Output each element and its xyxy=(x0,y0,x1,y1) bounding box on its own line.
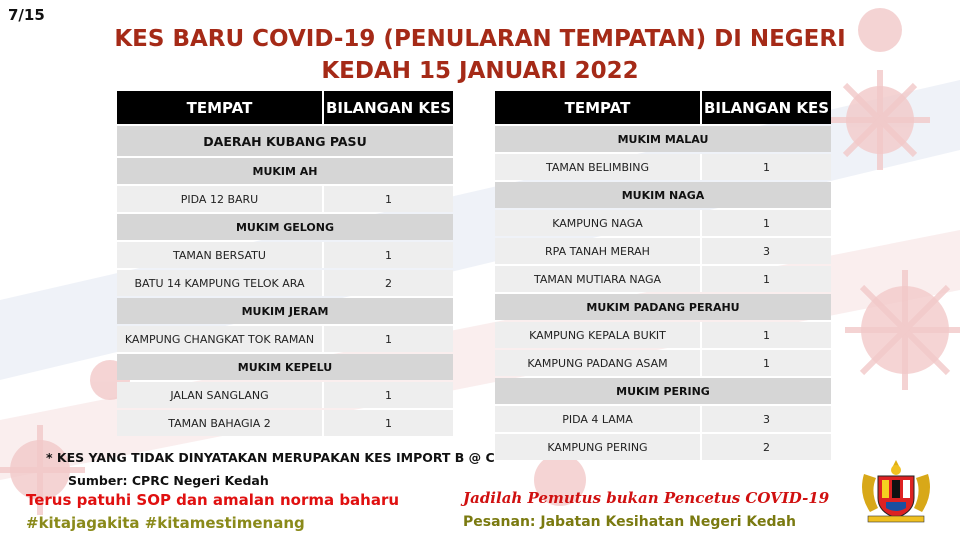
table-row xyxy=(117,410,453,436)
import-note: * KES YANG TIDAK DINYATAKAN MERUPAKAN KES IMPORT B @ C xyxy=(46,450,495,465)
count-cell: 1 xyxy=(702,210,831,236)
column-header-count: BILANGAN KES xyxy=(702,91,831,124)
table-row xyxy=(495,238,831,264)
count-cell: 1 xyxy=(702,266,831,292)
mukim-label: MUKIM PERING xyxy=(495,378,831,404)
count-cell: 1 xyxy=(324,326,453,352)
mukim-header-row xyxy=(495,378,831,404)
cases-table-right xyxy=(495,89,831,462)
table-row xyxy=(117,186,453,212)
count-cell: 2 xyxy=(324,270,453,296)
pesanan-text: Pesanan: Jabatan Kesihatan Negeri Kedah xyxy=(463,514,796,530)
count-cell: 1 xyxy=(324,410,453,436)
count-cell: 1 xyxy=(324,242,453,268)
source-text: Sumber: CPRC Negeri Kedah xyxy=(68,473,269,488)
table-row xyxy=(117,242,453,268)
mukim-label: MUKIM MALAU xyxy=(495,126,831,152)
column-header-place: TEMPAT xyxy=(117,91,324,124)
count-cell: 1 xyxy=(702,322,831,348)
count-cell: 1 xyxy=(702,154,831,180)
mukim-header-row xyxy=(495,182,831,208)
place-cell: TAMAN BELIMBING xyxy=(495,154,702,180)
place-cell: TAMAN BERSATU xyxy=(117,242,324,268)
table-row xyxy=(117,382,453,408)
hashtags: #kitajagakita #kitamestimenang xyxy=(26,514,305,532)
table-row xyxy=(117,270,453,296)
place-cell: JALAN SANGLANG xyxy=(117,382,324,408)
table-row xyxy=(495,266,831,292)
count-cell: 1 xyxy=(324,382,453,408)
mukim-header-row xyxy=(117,214,453,240)
mukim-header-row xyxy=(495,126,831,152)
mukim-label: MUKIM AH xyxy=(117,158,453,184)
place-cell: TAMAN MUTIARA NAGA xyxy=(495,266,702,292)
table-row xyxy=(495,350,831,376)
place-cell: KAMPUNG KEPALA BUKIT xyxy=(495,322,702,348)
table-row xyxy=(117,326,453,352)
page-title-line1: KES BARU COVID-19 (PENULARAN TEMPATAN) DI NEGERI xyxy=(114,26,846,52)
count-cell: 1 xyxy=(702,350,831,376)
district-label: DAERAH KUBANG PASU xyxy=(117,126,453,156)
mukim-header-row xyxy=(495,294,831,320)
sop-message: Terus patuhi SOP dan amalan norma baharu xyxy=(26,491,400,509)
mukim-label: MUKIM JERAM xyxy=(117,298,453,324)
table-row xyxy=(495,322,831,348)
place-cell: RPA TANAH MERAH xyxy=(495,238,702,264)
count-cell: 2 xyxy=(702,434,831,460)
mukim-label: MUKIM PADANG PERAHU xyxy=(495,294,831,320)
column-header-place: TEMPAT xyxy=(495,91,702,124)
table-row xyxy=(495,154,831,180)
mukim-header-row xyxy=(117,298,453,324)
place-cell: KAMPUNG NAGA xyxy=(495,210,702,236)
place-cell: TAMAN BAHAGIA 2 xyxy=(117,410,324,436)
table-row xyxy=(495,406,831,432)
table-row xyxy=(495,434,831,460)
table-row xyxy=(495,210,831,236)
crest-icon xyxy=(856,458,936,524)
mukim-header-row xyxy=(117,354,453,380)
page-title-line2: KEDAH 15 JANUARI 2022 xyxy=(321,58,639,84)
mukim-header-row xyxy=(117,158,453,184)
place-cell: PIDA 4 LAMA xyxy=(495,406,702,432)
district-header-row xyxy=(117,126,453,156)
place-cell: BATU 14 KAMPUNG TELOK ARA xyxy=(117,270,324,296)
mukim-label: MUKIM NAGA xyxy=(495,182,831,208)
place-cell: KAMPUNG PADANG ASAM xyxy=(495,350,702,376)
count-cell: 3 xyxy=(702,406,831,432)
place-cell: PIDA 12 BARU xyxy=(117,186,324,212)
place-cell: KAMPUNG CHANGKAT TOK RAMAN xyxy=(117,326,324,352)
slogan: Jadilah Pemutus bukan Pencetus COVID-19 xyxy=(463,489,830,507)
mukim-label: MUKIM GELONG xyxy=(117,214,453,240)
place-cell: KAMPUNG PERING xyxy=(495,434,702,460)
page-number: 7/15 xyxy=(8,6,45,24)
column-header-count: BILANGAN KES xyxy=(324,91,453,124)
count-cell: 3 xyxy=(702,238,831,264)
cases-table-left xyxy=(117,89,453,438)
mukim-label: MUKIM KEPELU xyxy=(117,354,453,380)
count-cell: 1 xyxy=(324,186,453,212)
